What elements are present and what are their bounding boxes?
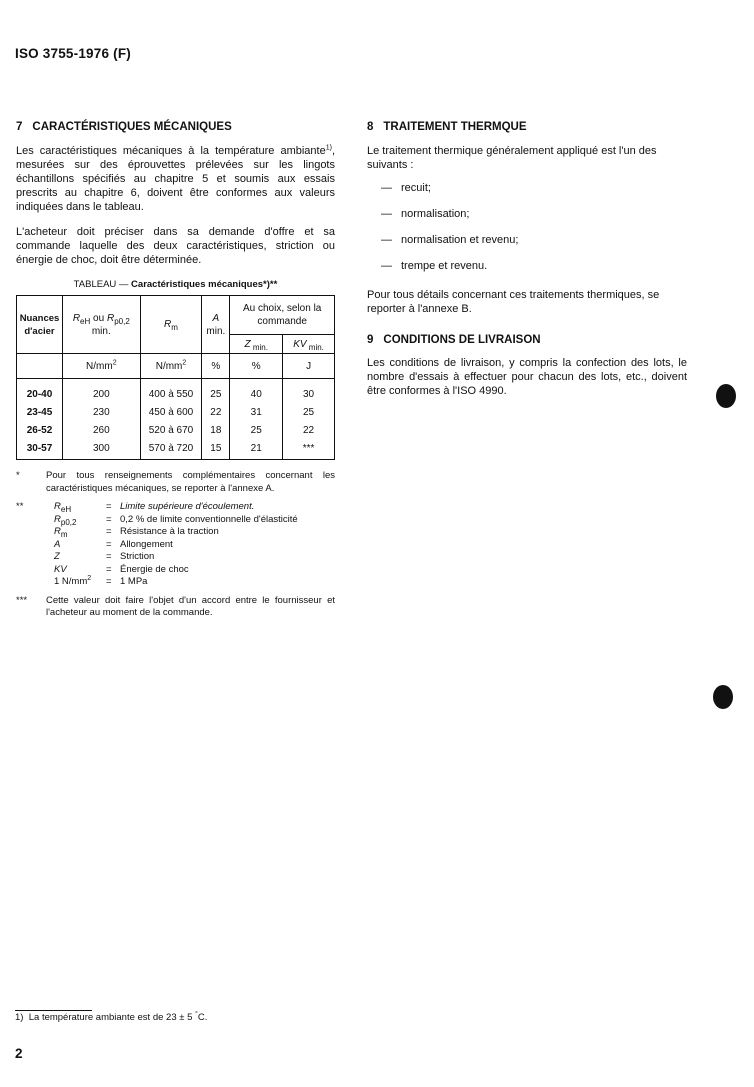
cell-reh: 300 (62, 439, 140, 460)
table-row (17, 421, 335, 439)
list-item (367, 260, 687, 286)
note-2-mark: ** (16, 501, 24, 512)
list-item-text: trempe et revenu. (401, 260, 488, 272)
cell-rm: 570 à 720 (140, 439, 202, 460)
cell-a: 22 (202, 403, 230, 421)
list-dash: — (381, 208, 392, 220)
def-text: Limite supérieure d'écoulement. (120, 501, 255, 512)
footnote-mark: 1) (15, 1012, 24, 1023)
definition-row (16, 539, 335, 552)
unit-kv: J (283, 354, 335, 379)
cell-z: 21 (230, 439, 283, 460)
cell-kv: 22 (283, 421, 335, 439)
section-7-paragraph-2: L'acheteur doit préciser dans sa demande d'offre et sa commande laquelle des deux caractéristiques, striction ou énergie de choc, doit être déterminée. (16, 226, 335, 266)
def-unit-text: 1 N/mm (54, 576, 88, 587)
unit-rm (140, 354, 202, 379)
section-7-title: CARACTÉRISTIQUES MÉCANIQUES (32, 121, 232, 133)
cell-a: 18 (202, 421, 230, 439)
header-ou: ou (90, 312, 107, 324)
reh-subscript: eH (80, 316, 91, 326)
def-text: Résistance à la traction (120, 526, 219, 537)
definition-row (16, 501, 335, 514)
unit-rm-text: N/mm (155, 360, 183, 372)
definitions-list (16, 501, 335, 589)
treatment-list (367, 182, 687, 286)
units-row (17, 354, 335, 379)
def-equals: = (106, 526, 112, 537)
def-text: 1 MPa (120, 576, 148, 587)
cell-reh: 200 (62, 379, 140, 404)
def-sym-sub: p0,2 (60, 517, 77, 527)
cell-rm: 400 à 550 (140, 379, 202, 404)
footnote-unit: C. (197, 1012, 208, 1023)
def-equals: = (106, 563, 112, 575)
header-reh (62, 296, 140, 354)
def-equals: = (106, 551, 112, 562)
z-symbol: Z (244, 338, 251, 350)
cell-a: 25 (202, 379, 230, 404)
cell-z: 31 (230, 403, 283, 421)
note-3-mark: *** (16, 594, 28, 606)
note-1-mark: * (16, 470, 20, 481)
table-row (17, 379, 335, 404)
rp-symbol: R (106, 312, 115, 324)
cell-rm: 450 à 600 (140, 403, 202, 421)
section-8-intro: Le traitement thermique généralement appliqué est l'un des suivants : (367, 145, 657, 171)
cell-nuance: 30-57 (17, 439, 63, 460)
list-item-text: recuit; (401, 182, 431, 194)
a-symbol: A (212, 312, 220, 324)
footnote-ref: 1) (325, 144, 332, 152)
def-sym-text: R (54, 501, 61, 512)
cell-nuance: 23-45 (17, 403, 63, 421)
def-sym-text: A (54, 538, 61, 550)
def-sym-sub: eH (60, 504, 72, 514)
cell-z: 25 (230, 421, 283, 439)
list-item-text: normalisation; (401, 208, 470, 220)
def-equals: = (106, 538, 112, 550)
def-sym-text: R (54, 526, 61, 537)
unit-rm-exp: 2 (182, 359, 187, 367)
cell-nuance: 26-52 (17, 421, 63, 439)
header-nuances: Nuances d'acier (17, 296, 63, 354)
definition-row (16, 526, 335, 539)
table-caption-prefix: TABLEAU — (73, 279, 132, 290)
footnote-text: La température ambiante est de 23 ± 5 (28, 1012, 196, 1023)
section-9-text: Les conditions de livraison, y compris la confection des lots, le nombre d'essais à effectuer pour chacun des lots, etc., doivent être conformes à l'ISO 4990. (367, 357, 687, 397)
right-column (367, 121, 687, 398)
unit-reh (62, 354, 140, 379)
list-item (367, 234, 687, 260)
unit-a: % (202, 354, 230, 379)
header-kv (283, 335, 335, 354)
a-min: min. (206, 325, 226, 337)
table-notes (16, 470, 335, 620)
unit-reh-text: N/mm (86, 360, 113, 372)
def-text: Striction (120, 551, 155, 562)
table-caption (16, 279, 335, 290)
def-symbol (16, 526, 106, 539)
cell-rm: 520 à 670 (140, 421, 202, 439)
header-z (230, 335, 283, 354)
list-dash: — (381, 234, 392, 246)
def-sym-text: KV (54, 563, 67, 575)
mechanical-properties-table (16, 295, 335, 460)
section-9-heading (367, 334, 687, 346)
list-item (367, 182, 687, 208)
binding-hole-mark (713, 685, 733, 709)
def-sym-text: Z (54, 551, 60, 562)
reh-min: min. (91, 325, 111, 337)
page-number: 2 (15, 1046, 23, 1061)
unit-z: % (230, 354, 283, 379)
section-8-outro: Pour tous détails concernant ces traitements thermiques, se reporter à l'annexe B. (367, 289, 660, 315)
definition-row (16, 564, 335, 577)
cell-kv: *** (283, 439, 335, 460)
left-column (16, 121, 335, 620)
note-1 (16, 470, 335, 495)
def-text: 0,2 % de limite conventionnelle d'élasticité (120, 513, 298, 525)
header-au-choix: Au choix, selon la commande (230, 296, 335, 335)
footnote (15, 1012, 207, 1023)
def-text: Allongement (120, 538, 173, 550)
note-3 (16, 595, 335, 620)
definition-row (16, 551, 335, 564)
def-unit (16, 576, 106, 589)
section-7-heading (16, 121, 335, 133)
unit-reh-exp: 2 (112, 359, 117, 367)
cell-kv: 30 (283, 379, 335, 404)
def-symbol (16, 514, 106, 527)
def-symbol (16, 501, 106, 514)
document-header: ISO 3755-1976 (F) (15, 46, 131, 61)
cell-kv: 25 (283, 403, 335, 421)
list-dash: — (381, 182, 392, 194)
cell-reh: 260 (62, 421, 140, 439)
def-equals: = (106, 513, 112, 525)
para1-text-b: , mesurées sur des éprouvettes prélevées sur les lingots échantillons spécifiés au chapitre 5 et soumis aux essais prescrits au chapitre 6, doivent être conformes aux valeurs indiquées dans le tableau. (16, 145, 335, 213)
def-symbol (16, 551, 106, 564)
header-rm (140, 296, 202, 354)
rp-subscript: p0,2 (114, 316, 130, 326)
cell-reh: 230 (62, 403, 140, 421)
note-1-text: Pour tous renseignements complémentaires concernant les caractéristiques mécaniques, se reporter à l'annexe A. (46, 470, 335, 494)
def-equals: = (106, 501, 112, 512)
cell-nuance: 20-40 (17, 379, 63, 404)
list-dash: — (381, 260, 392, 272)
section-8-number: 8 (367, 121, 374, 133)
kv-symbol: KV (293, 338, 307, 350)
note-3-text: Cette valeur doit faire l'objet d'un accord entre le fournisseur et l'acheteur au moment de la commande. (46, 594, 335, 618)
section-7-paragraph-1 (16, 144, 335, 214)
cell-a: 15 (202, 439, 230, 460)
def-sym-text: R (54, 513, 61, 525)
section-8-heading (367, 121, 687, 133)
section-9-number: 9 (367, 334, 374, 346)
para1-text-a: Les caractéristiques mécaniques à la température ambiante (16, 145, 326, 157)
list-item (367, 208, 687, 234)
section-7-number: 7 (16, 121, 23, 133)
table-row (17, 439, 335, 460)
table-caption-title: Caractéristiques mécaniques*)** (131, 279, 278, 290)
reh-symbol: R (72, 312, 81, 324)
rm-subscript: m (171, 323, 178, 332)
def-sym-sub: m (60, 529, 68, 539)
footnote-rule (15, 1010, 92, 1011)
header-a (202, 296, 230, 354)
def-equals: = (106, 576, 112, 587)
def-symbol (16, 539, 106, 552)
footnote-degree: ° (195, 1010, 198, 1018)
definition-row-unit (16, 576, 335, 589)
def-unit-exp: 2 (87, 574, 92, 582)
cell-z: 40 (230, 379, 283, 404)
section-8-title: TRAITEMENT THERMQUE (383, 121, 527, 133)
definition-row (16, 514, 335, 527)
list-item-text: normalisation et revenu; (401, 234, 519, 246)
rm-symbol: R (164, 319, 172, 330)
table-row (17, 403, 335, 421)
def-symbol (16, 564, 106, 577)
binding-hole-mark (716, 384, 736, 408)
z-min: min. (250, 342, 268, 352)
def-text: Énergie de choc (120, 563, 189, 575)
unit-blank (17, 354, 63, 379)
kv-min: min. (306, 342, 324, 352)
section-9-title: CONDITIONS DE LIVRAISON (383, 334, 541, 346)
